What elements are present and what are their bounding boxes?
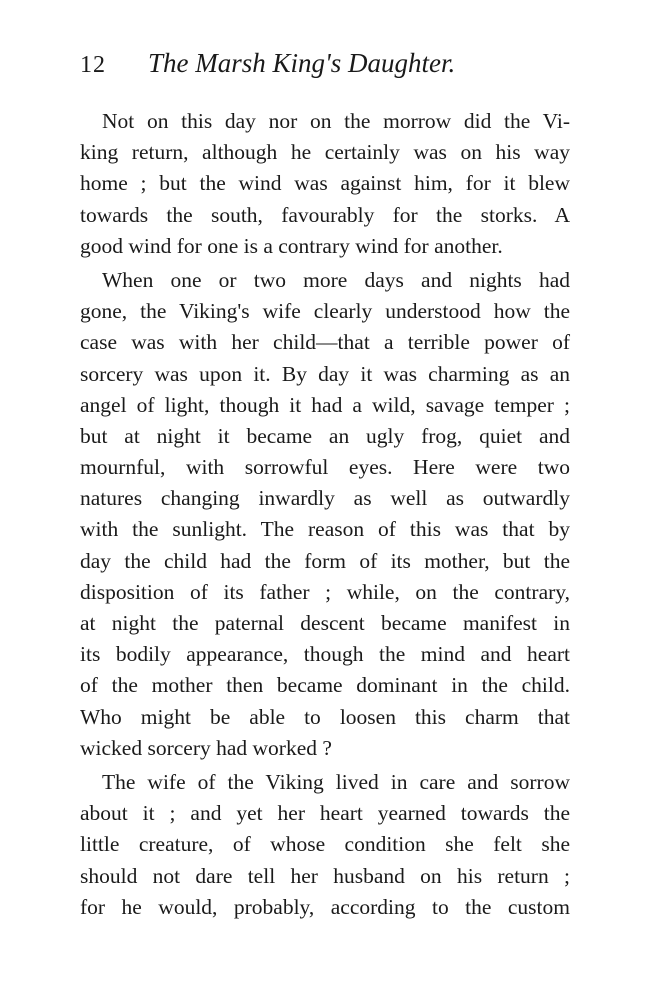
body-text [80, 106, 570, 923]
paragraph [80, 265, 570, 764]
text-line: sorcery was upon it. By day it was charming as an [80, 361, 570, 386]
paragraph [80, 106, 570, 262]
text-line: home ; but the wind was against him, for it blew [80, 171, 570, 196]
text-line: should not dare tell her husband on his return ; [80, 863, 570, 888]
text-line: gone, the Viking's wife clearly understood how the [80, 299, 570, 324]
text-line: at night the paternal descent became manifest in [80, 611, 570, 635]
text-line: for he would, probably, according to the custom [80, 894, 570, 919]
text-line: day the child had the form of its mother, but the [80, 548, 570, 573]
text-line: with the sunlight. The reason of this was that by [80, 517, 570, 542]
text-line: its bodily appearance, though the mind and heart [80, 642, 570, 667]
page-number: 12 [80, 52, 106, 78]
paragraph [80, 767, 570, 923]
text-line: mournful, with sorrowful eyes. Here were two [80, 455, 570, 480]
text-line: little creature, of whose condition she felt she [80, 832, 570, 857]
text-line: but at night it became an ugly frog, quiet and [80, 423, 570, 448]
text-line: When one or two more days and nights had [102, 267, 570, 292]
text-line: natures changing inwardly as well as outwardly [80, 486, 570, 511]
text-line: good wind for one is a contrary wind for another. [80, 233, 503, 258]
running-title: The Marsh King's Daughter. [148, 48, 456, 78]
text-line: case was with her child—that a terrible power of [80, 330, 570, 355]
text-line: about it ; and yet her heart yearned towards the [80, 801, 570, 826]
text-line: Who might be able to loosen this charm that [80, 704, 570, 729]
text-line: Not on this day nor on the morrow did the Vi- [102, 109, 570, 133]
text-line: The wife of the Viking lived in care and sorrow [102, 769, 570, 794]
text-line: disposition of its father ; while, on the contrary, [80, 579, 570, 604]
text-line: king return, although he certainly was on his way [80, 140, 570, 165]
text-line: towards the south, favourably for the storks. A [80, 202, 570, 227]
text-line: angel of light, though it had a wild, savage temper ; [80, 392, 570, 417]
text-line: of the mother then became dominant in the child. [80, 673, 570, 698]
page-header [80, 48, 560, 84]
text-line: wicked sorcery had worked ? [80, 735, 332, 760]
